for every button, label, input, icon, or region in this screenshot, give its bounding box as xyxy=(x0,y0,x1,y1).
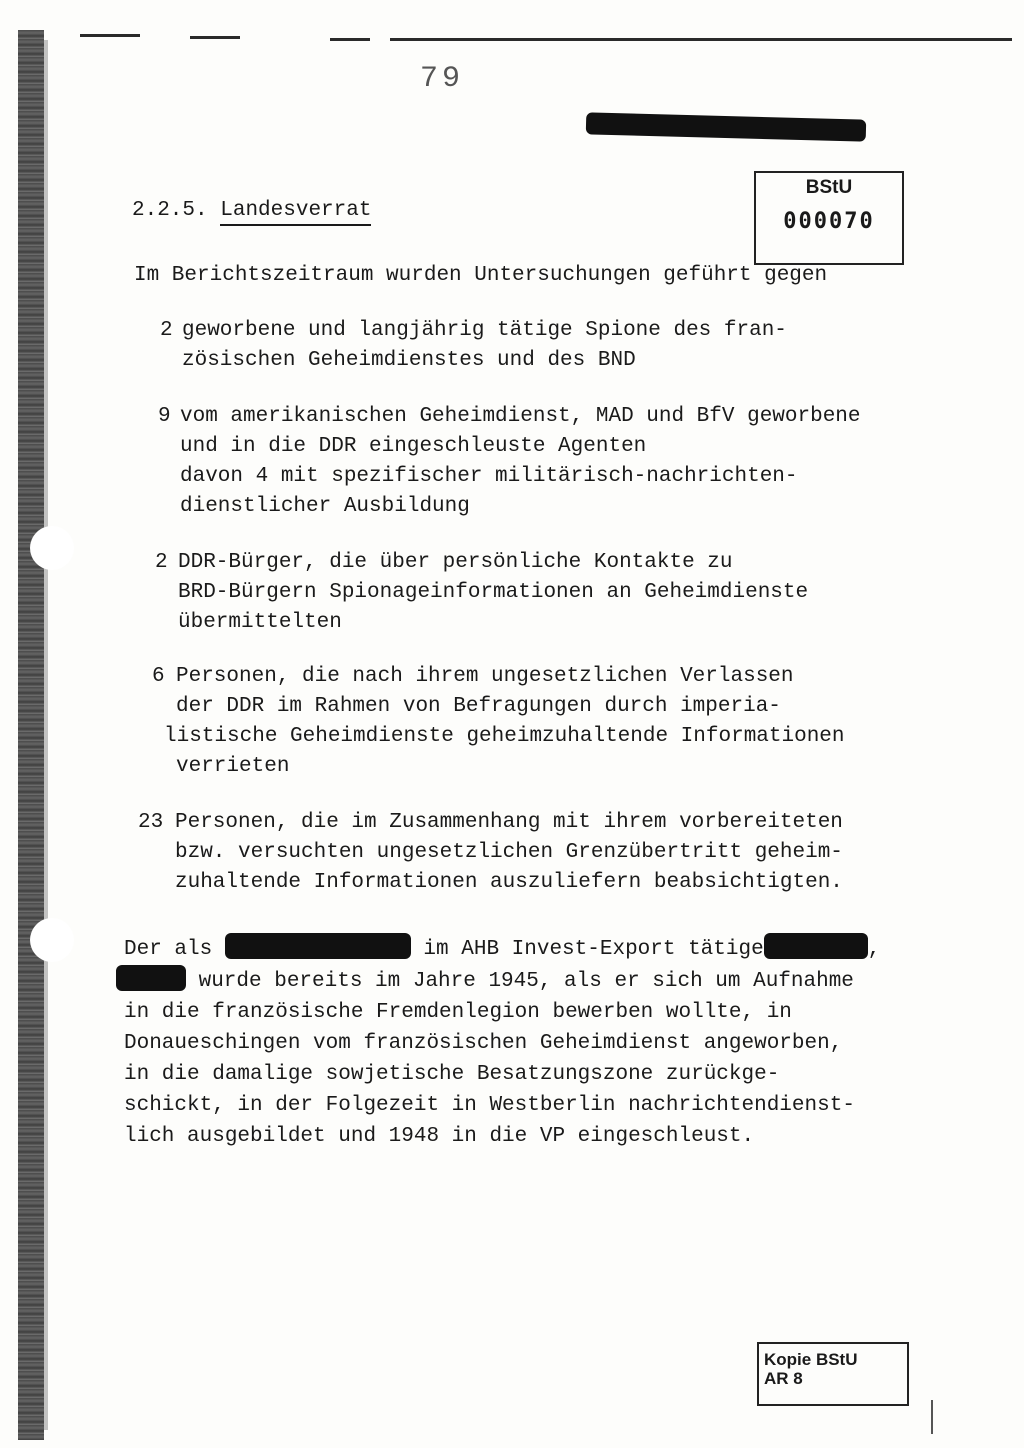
list-item-count: 2 xyxy=(155,551,168,574)
intro-text: Im Berichtszeitraum wurden Untersuchungen geführt gegen xyxy=(134,264,828,287)
list-item-text xyxy=(182,316,787,376)
punch-hole-lower xyxy=(30,918,74,962)
list-item-count: 9 xyxy=(158,405,171,428)
list-item-count: 23 xyxy=(138,811,164,834)
kopie-bstu-stamp xyxy=(757,1342,909,1406)
list-item-line: DDR-Bürger, die über persönliche Kontakte zu xyxy=(178,551,733,574)
list-item-text xyxy=(178,548,808,638)
list-item-line: Personen, die nach ihrem ungesetzlichen Verlassen xyxy=(176,665,794,688)
photocopy-edge-shadow xyxy=(44,40,48,1430)
paragraph-text: im AHB Invest-Export tätige xyxy=(410,938,764,961)
list-item-line: listische Geheimdienste geheimzuhaltende Informationen xyxy=(164,725,845,748)
list-item-line: BRD-Bürgern Spionageinformationen an Geheimdienste xyxy=(178,581,809,604)
paragraph-text: Donaueschingen vom französischen Geheimdienst angeworben, xyxy=(124,1032,843,1055)
list-item-line: der DDR im Rahmen von Befragungen durch imperia- xyxy=(176,695,781,718)
list-item-line: vom amerikanischen Geheimdienst, MAD und BfV geworbene xyxy=(180,405,861,428)
list-item-line: dienstlicher Ausbildung xyxy=(180,495,470,518)
closing-paragraph xyxy=(124,933,880,1152)
paragraph-text: wurde bereits im Jahre 1945, als er sich um Aufnahme xyxy=(186,970,854,993)
list-item-line: zuhaltende Informationen auszuliefern beabsichtigten. xyxy=(175,871,843,894)
redaction-bar xyxy=(116,965,186,991)
list-item-line: zösischen Geheimdienstes und des BND xyxy=(182,349,636,372)
list-item-line: übermittelten xyxy=(178,611,342,634)
redaction-bar xyxy=(225,933,411,959)
bstu-stamp xyxy=(754,171,904,265)
paragraph-text: , xyxy=(867,938,881,961)
paragraph-text: lich ausgebildet und 1948 in die VP eingeschleust. xyxy=(124,1125,755,1148)
list-item-line: verrieten xyxy=(176,755,290,778)
list-item-line: Personen, die im Zusammenhang mit ihrem vorbereiteten xyxy=(175,811,843,834)
margin-mark xyxy=(931,1400,933,1434)
top-rule-segment xyxy=(190,36,240,39)
page-number: 79 xyxy=(420,62,465,96)
photocopy-edge xyxy=(18,30,44,1440)
list-item-line: bzw. versuchten ungesetzlichen Grenzübertritt geheim- xyxy=(175,841,843,864)
top-rule-segment xyxy=(80,34,140,37)
section-title: Landesverrat xyxy=(220,199,371,226)
list-item-line: geworbene und langjährig tätige Spione des fran- xyxy=(182,319,787,342)
redaction-bar xyxy=(764,933,868,959)
list-item-text xyxy=(175,808,843,898)
top-rule-segment xyxy=(330,38,370,41)
redaction-bar-top xyxy=(586,112,866,141)
paragraph-text: in die damalige sowjetische Besatzungszone zurückge- xyxy=(124,1063,780,1086)
section-number: 2.2.5. xyxy=(132,199,208,222)
bstu-stamp-label: BStU xyxy=(805,177,853,198)
list-item-count: 6 xyxy=(152,665,165,688)
kopie-stamp-line: AR 8 xyxy=(764,1369,803,1388)
top-rule xyxy=(390,38,1012,41)
list-item-count: 2 xyxy=(160,319,173,342)
list-item-text xyxy=(164,662,845,782)
punch-hole-upper xyxy=(30,526,74,570)
kopie-stamp-line: Kopie BStU xyxy=(764,1350,858,1369)
paragraph-text: Der als xyxy=(124,938,225,961)
paragraph-text: schickt, in der Folgezeit in Westberlin nachrichtendienst- xyxy=(124,1094,855,1117)
list-item-line: davon 4 mit spezifischer militärisch-nachrichten- xyxy=(180,465,798,488)
paragraph-text: in die französische Fremdenlegion bewerben wollte, in xyxy=(124,1001,792,1024)
list-item-line: und in die DDR eingeschleuste Agenten xyxy=(180,435,647,458)
section-heading xyxy=(132,199,371,222)
bstu-stamp-number: 000070 xyxy=(783,209,875,234)
list-item-text xyxy=(180,402,861,522)
